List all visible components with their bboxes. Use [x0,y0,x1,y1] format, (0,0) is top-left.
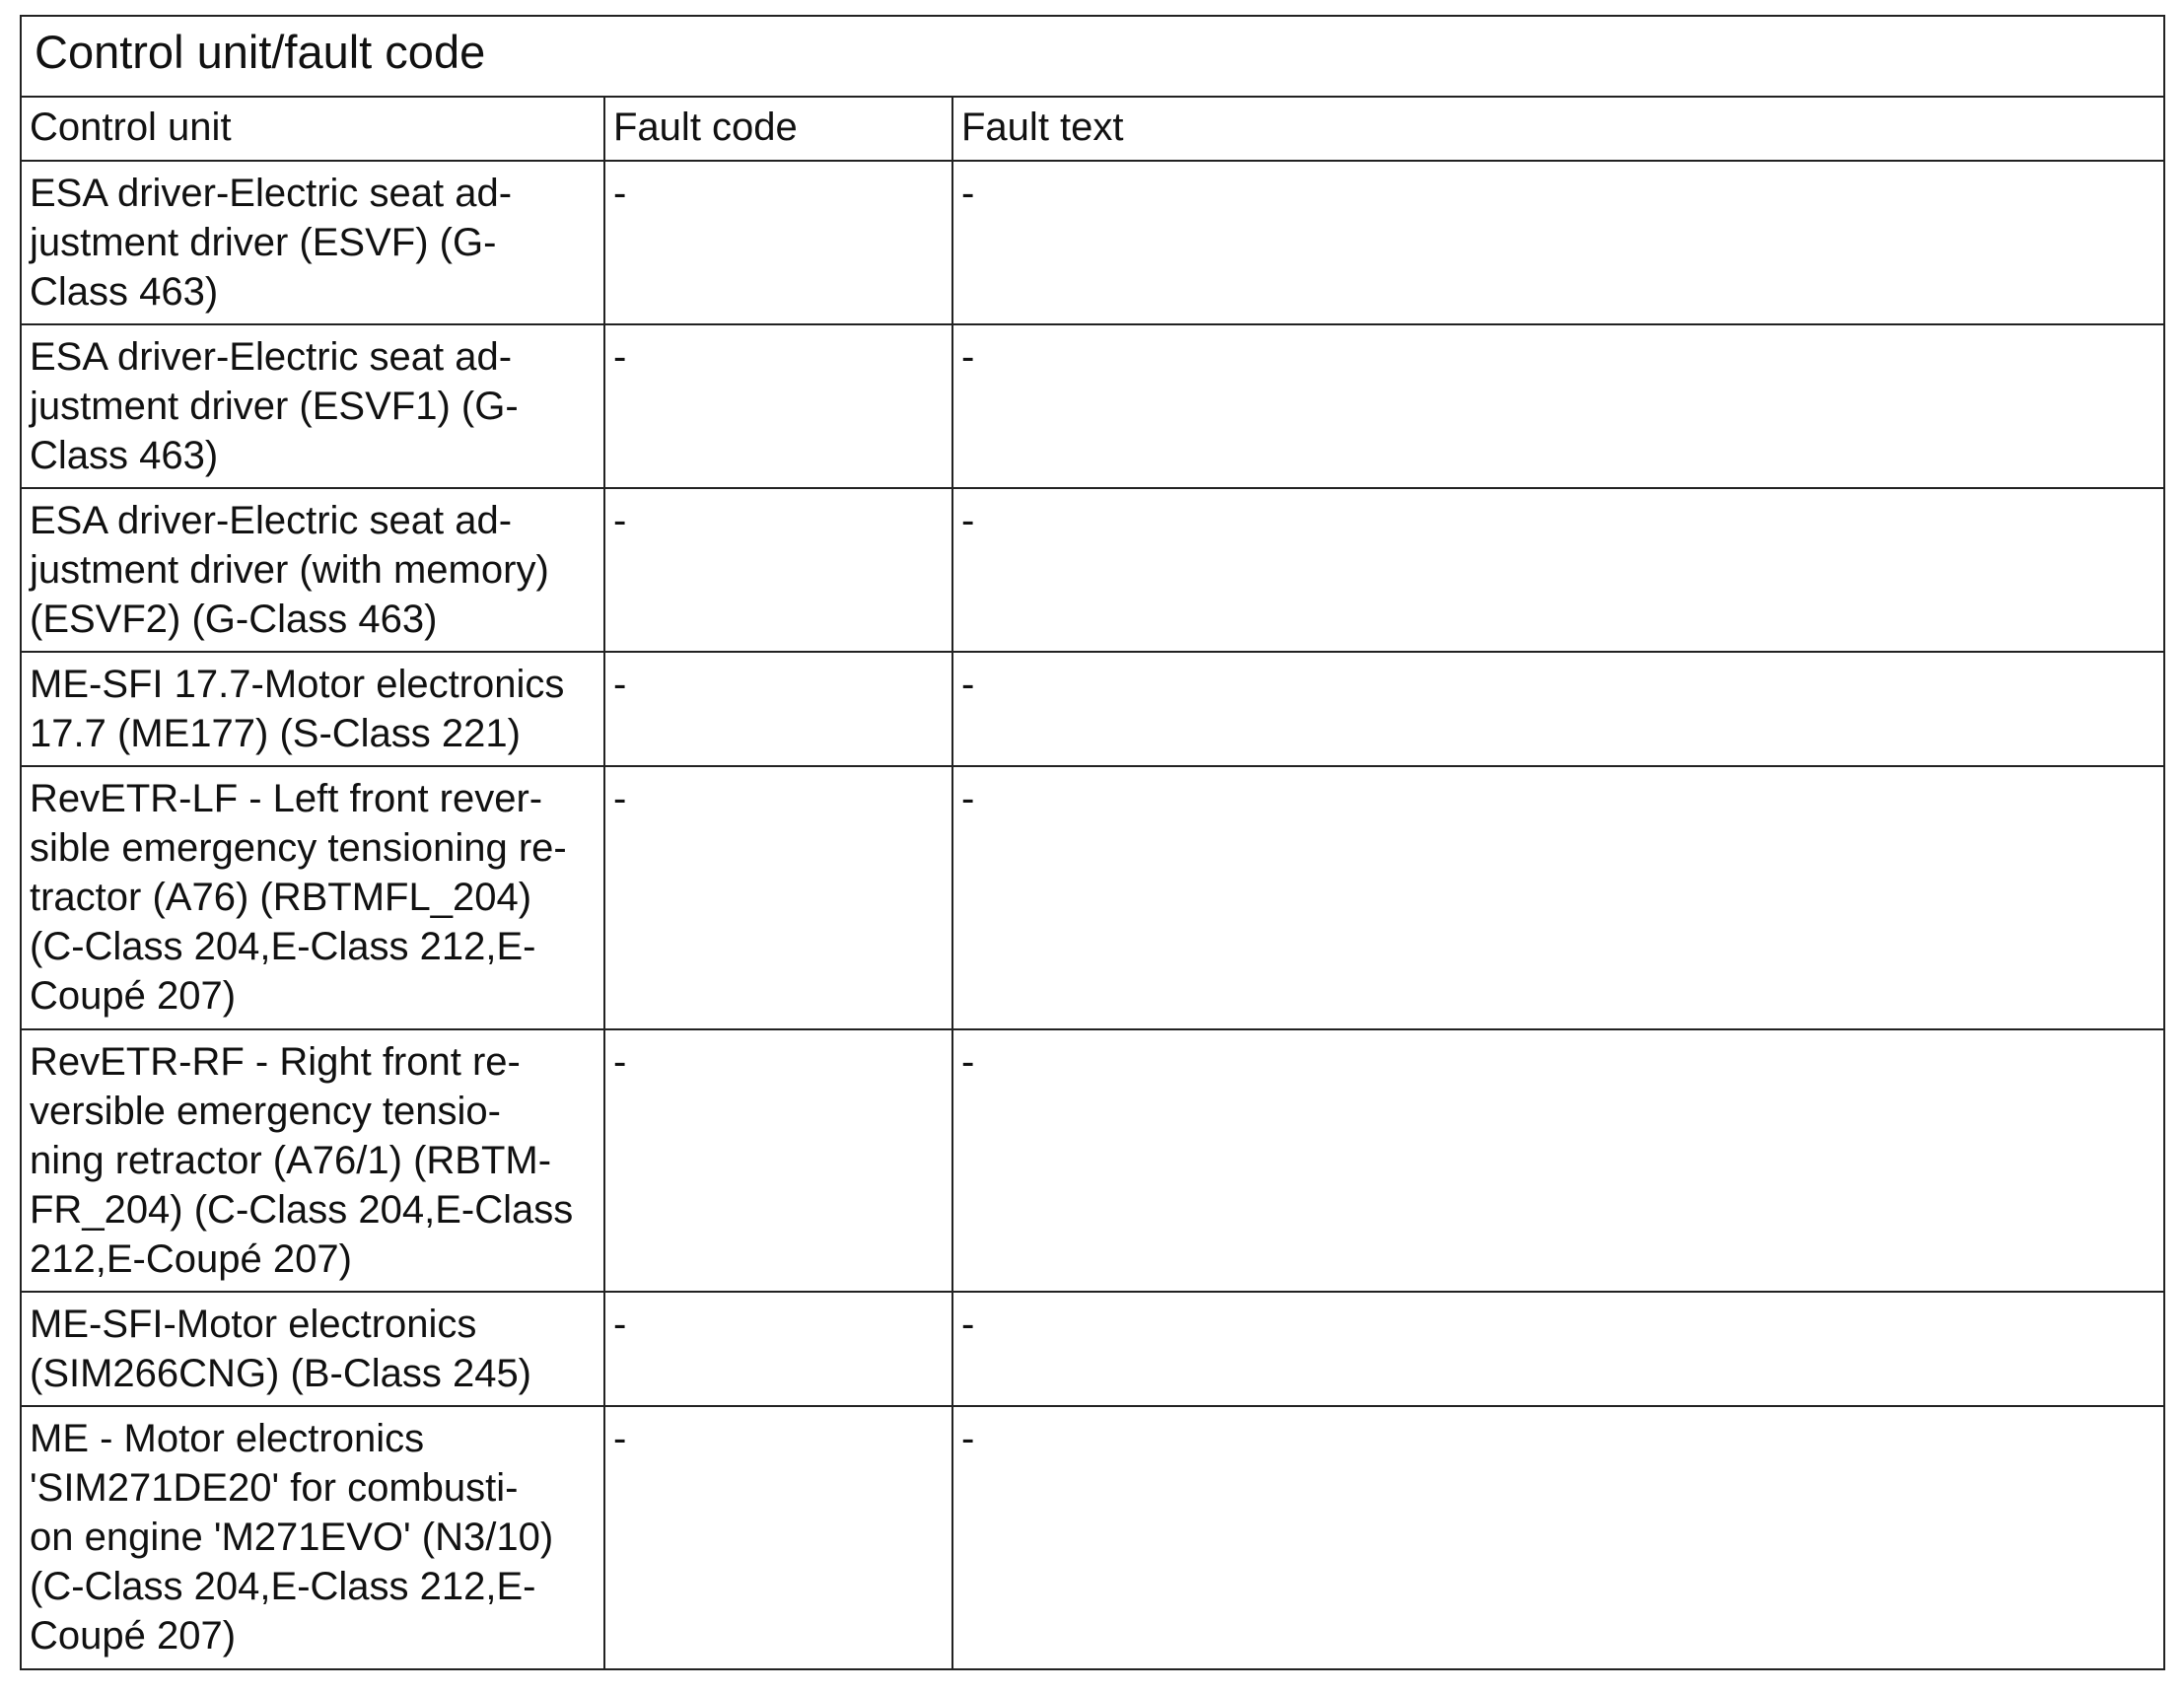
fault-text-value: - [961,499,975,542]
cell-fault-text [952,766,2164,1029]
table-row [21,324,2164,488]
table-row [21,652,2164,766]
cell-fault-code [604,161,952,324]
fault-text-value: - [961,1417,975,1460]
cell-fault-text [952,161,2164,324]
fault-text-value: - [961,1303,975,1346]
cell-fault-text [952,652,2164,766]
table-title-row [21,16,2164,97]
fault-code-value: - [613,499,627,542]
fault-text-value: - [961,335,975,379]
table-header-row [21,97,2164,161]
fault-code-value: - [613,172,627,215]
fault-code-value: - [613,1417,627,1460]
cell-control-unit [21,1029,604,1292]
control-unit-text: RevETR-LF - Left front rever- sible emergency tensioning re- tractor (A76) (RBTMFL_204) (C-Class 204,E-Class 212,E- Coupé 207) [30,777,567,1018]
table-row [21,1292,2164,1406]
header-control-unit: Control unit [21,97,604,161]
fault-text-value: - [961,663,975,706]
fault-code-value: - [613,777,627,820]
control-unit-text: ESA driver-Electric seat ad- justment driver (ESVF) (G- Class 463) [30,172,513,314]
fault-text-value: - [961,777,975,820]
fault-code-table [20,15,2165,1670]
table-row [21,766,2164,1029]
cell-fault-text [952,1029,2164,1292]
cell-fault-text [952,488,2164,652]
cell-control-unit [21,161,604,324]
cell-fault-text [952,1406,2164,1669]
fault-code-value: - [613,335,627,379]
table-title: Control unit/fault code [21,16,2164,97]
table-row [21,1406,2164,1669]
fault-code-value: - [613,663,627,706]
cell-fault-code [604,652,952,766]
header-fault-text: Fault text [952,97,2164,161]
cell-control-unit [21,766,604,1029]
cell-fault-code [604,1029,952,1292]
cell-fault-code [604,1292,952,1406]
cell-fault-code [604,324,952,488]
cell-fault-code [604,488,952,652]
header-fault-code: Fault code [604,97,952,161]
fault-text-value: - [961,1040,975,1084]
cell-control-unit [21,324,604,488]
control-unit-text: ESA driver-Electric seat ad- justment driver (with memory) (ESVF2) (G-Class 463) [30,499,549,641]
cell-fault-code [604,766,952,1029]
fault-text-value: - [961,172,975,215]
control-unit-text: ME-SFI 17.7-Motor electronics 17.7 (ME177) (S-Class 221) [30,663,565,755]
fault-code-value: - [613,1303,627,1346]
cell-fault-text [952,1292,2164,1406]
control-unit-text: RevETR-RF - Right front re- versible emergency tensio- ning retractor (A76/1) (RBTM- FR_204) (C-Class 204,E-Class 212,E-Coupé 207) [30,1040,574,1281]
cell-control-unit [21,488,604,652]
table-row [21,161,2164,324]
cell-control-unit [21,1292,604,1406]
control-unit-text: ME-SFI-Motor electronics (SIM266CNG) (B-Class 245) [30,1303,532,1395]
cell-fault-code [604,1406,952,1669]
control-unit-text: ESA driver-Electric seat ad- justment driver (ESVF1) (G- Class 463) [30,335,519,477]
cell-fault-text [952,324,2164,488]
cell-control-unit [21,1406,604,1669]
cell-control-unit [21,652,604,766]
table-row [21,488,2164,652]
control-unit-text: ME - Motor electronics 'SIM271DE20' for combusti- on engine 'M271EVO' (N3/10) (C-Class 204,E-Class 212,E- Coupé 207) [30,1417,554,1658]
fault-code-value: - [613,1040,627,1084]
table-row [21,1029,2164,1292]
